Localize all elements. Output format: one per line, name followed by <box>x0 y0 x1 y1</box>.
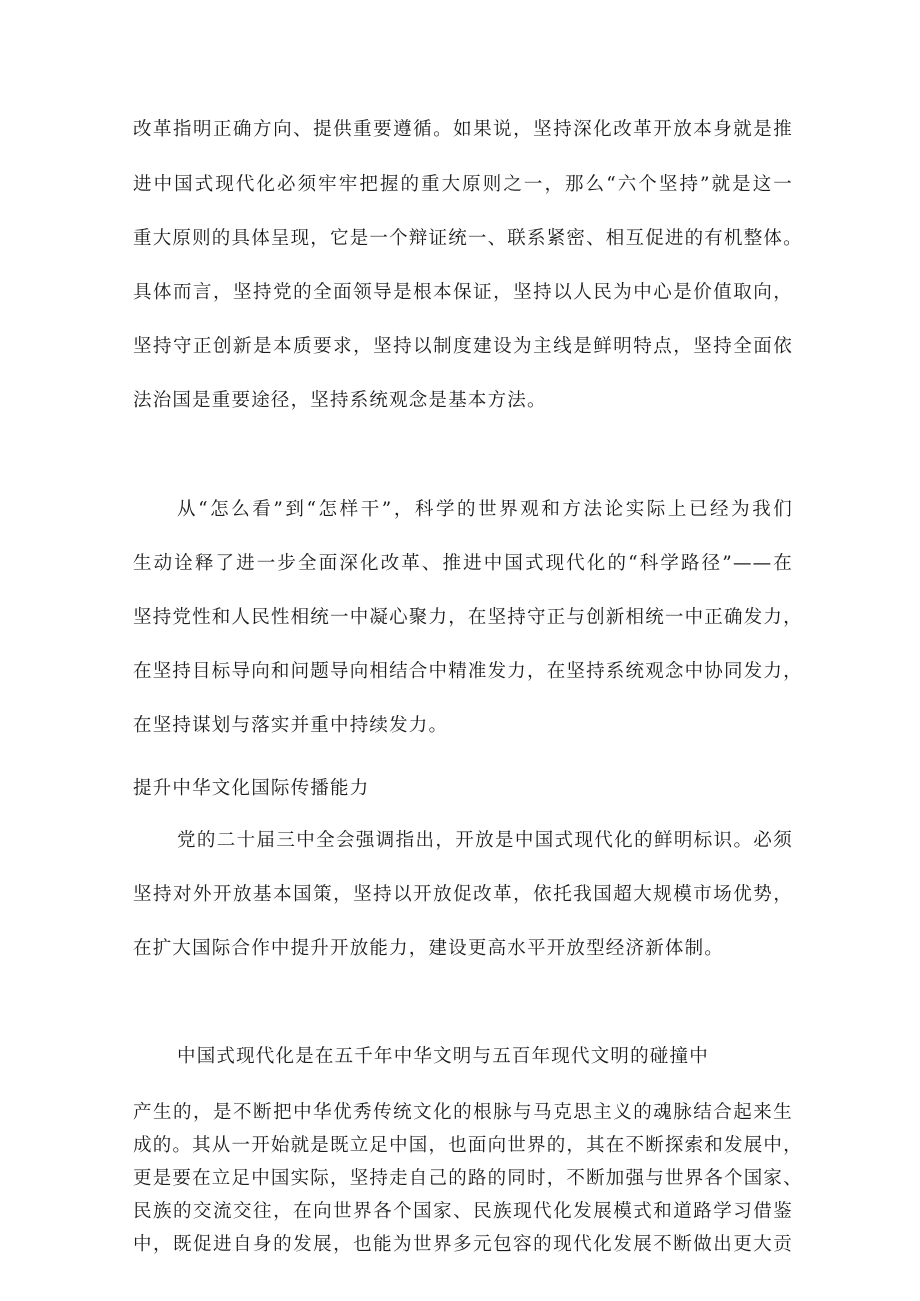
paragraph-2-line-5: 在坚持谋划与落实并重中持续发力。 <box>133 715 449 736</box>
paragraph-1-line-2: 进中国式现代化必须牢牢把握的重大原则之一，那么“六个坚持”就是这一 <box>133 174 793 195</box>
paragraph-1-line-4: 具体而言，坚持党的全面领导是根本保证，坚持以人民为中心是价值取向， <box>133 282 793 303</box>
paragraph-3-line-2: 坚持对外开放基本国策，坚持以开放促改革，依托我国超大规模市场优势， <box>133 884 793 905</box>
paragraph-4-line-2: 成的。其从一开始就是既立足中国，也面向世界的，其在不断探索和发展中， <box>133 1135 803 1156</box>
paragraph-1-line-5: 坚持守正创新是本质要求，坚持以制度建设为主线是鲜明特点，坚持全面依 <box>133 336 793 357</box>
paragraph-3-line-3: 在扩大国际合作中提升开放能力，建设更高水平开放型经济新体制。 <box>133 938 725 959</box>
paragraph-1-line-3: 重大原则的具体呈现，它是一个辩证统一、联系紧密、相互促进的有机整体。 <box>133 228 803 249</box>
paragraph-1-line-1: 改革指明正确方向、提供重要遵循。如果说，坚持深化改革开放本身就是推 <box>133 119 793 140</box>
paragraph-2-line-2: 生动诠释了进一步全面深化改革、推进中国式现代化的“科学路径”——在 <box>133 553 793 574</box>
section-heading: 提升中华文化国际传播能力 <box>133 778 370 799</box>
paragraph-1-line-6: 法治国是重要途径，坚持系统观念是基本方法。 <box>133 390 547 411</box>
paragraph-4-line-1: 产生的，是不断把中华优秀传统文化的根脉与马克思主义的魂脉结合起来生 <box>133 1102 793 1123</box>
paragraph-4-line-5: 中，既促进自身的发展，也能为世界多元包容的现代化发展不断做出更大贡 <box>133 1234 793 1255</box>
paragraph-4-line-3: 更是要在立足中国实际，坚持走自己的路的同时，不断加强与世界各个国家、 <box>133 1168 803 1189</box>
paragraph-4-first-line: 中国式现代化是在五千年中华文明与五百年现代文明的碰撞中 <box>177 1046 709 1067</box>
paragraph-2-line-4: 在坚持目标导向和问题导向相结合中精准发力，在坚持系统观念中协同发力， <box>133 661 803 682</box>
paragraph-2-line-3: 坚持党性和人民性相统一中凝心聚力，在坚持守正与创新相统一中正确发力， <box>133 607 803 628</box>
paragraph-3-line-1: 党的二十届三中全会强调指出，开放是中国式现代化的鲜明标识。必须 <box>177 830 793 851</box>
paragraph-2-line-1: 从“怎么看”到“怎样干”，科学的世界观和方法论实际上已经为我们 <box>177 499 793 520</box>
paragraph-4-line-4: 民族的交流交往，在向世界各个国家、民族现代化发展模式和道路学习借鉴 <box>133 1201 793 1222</box>
